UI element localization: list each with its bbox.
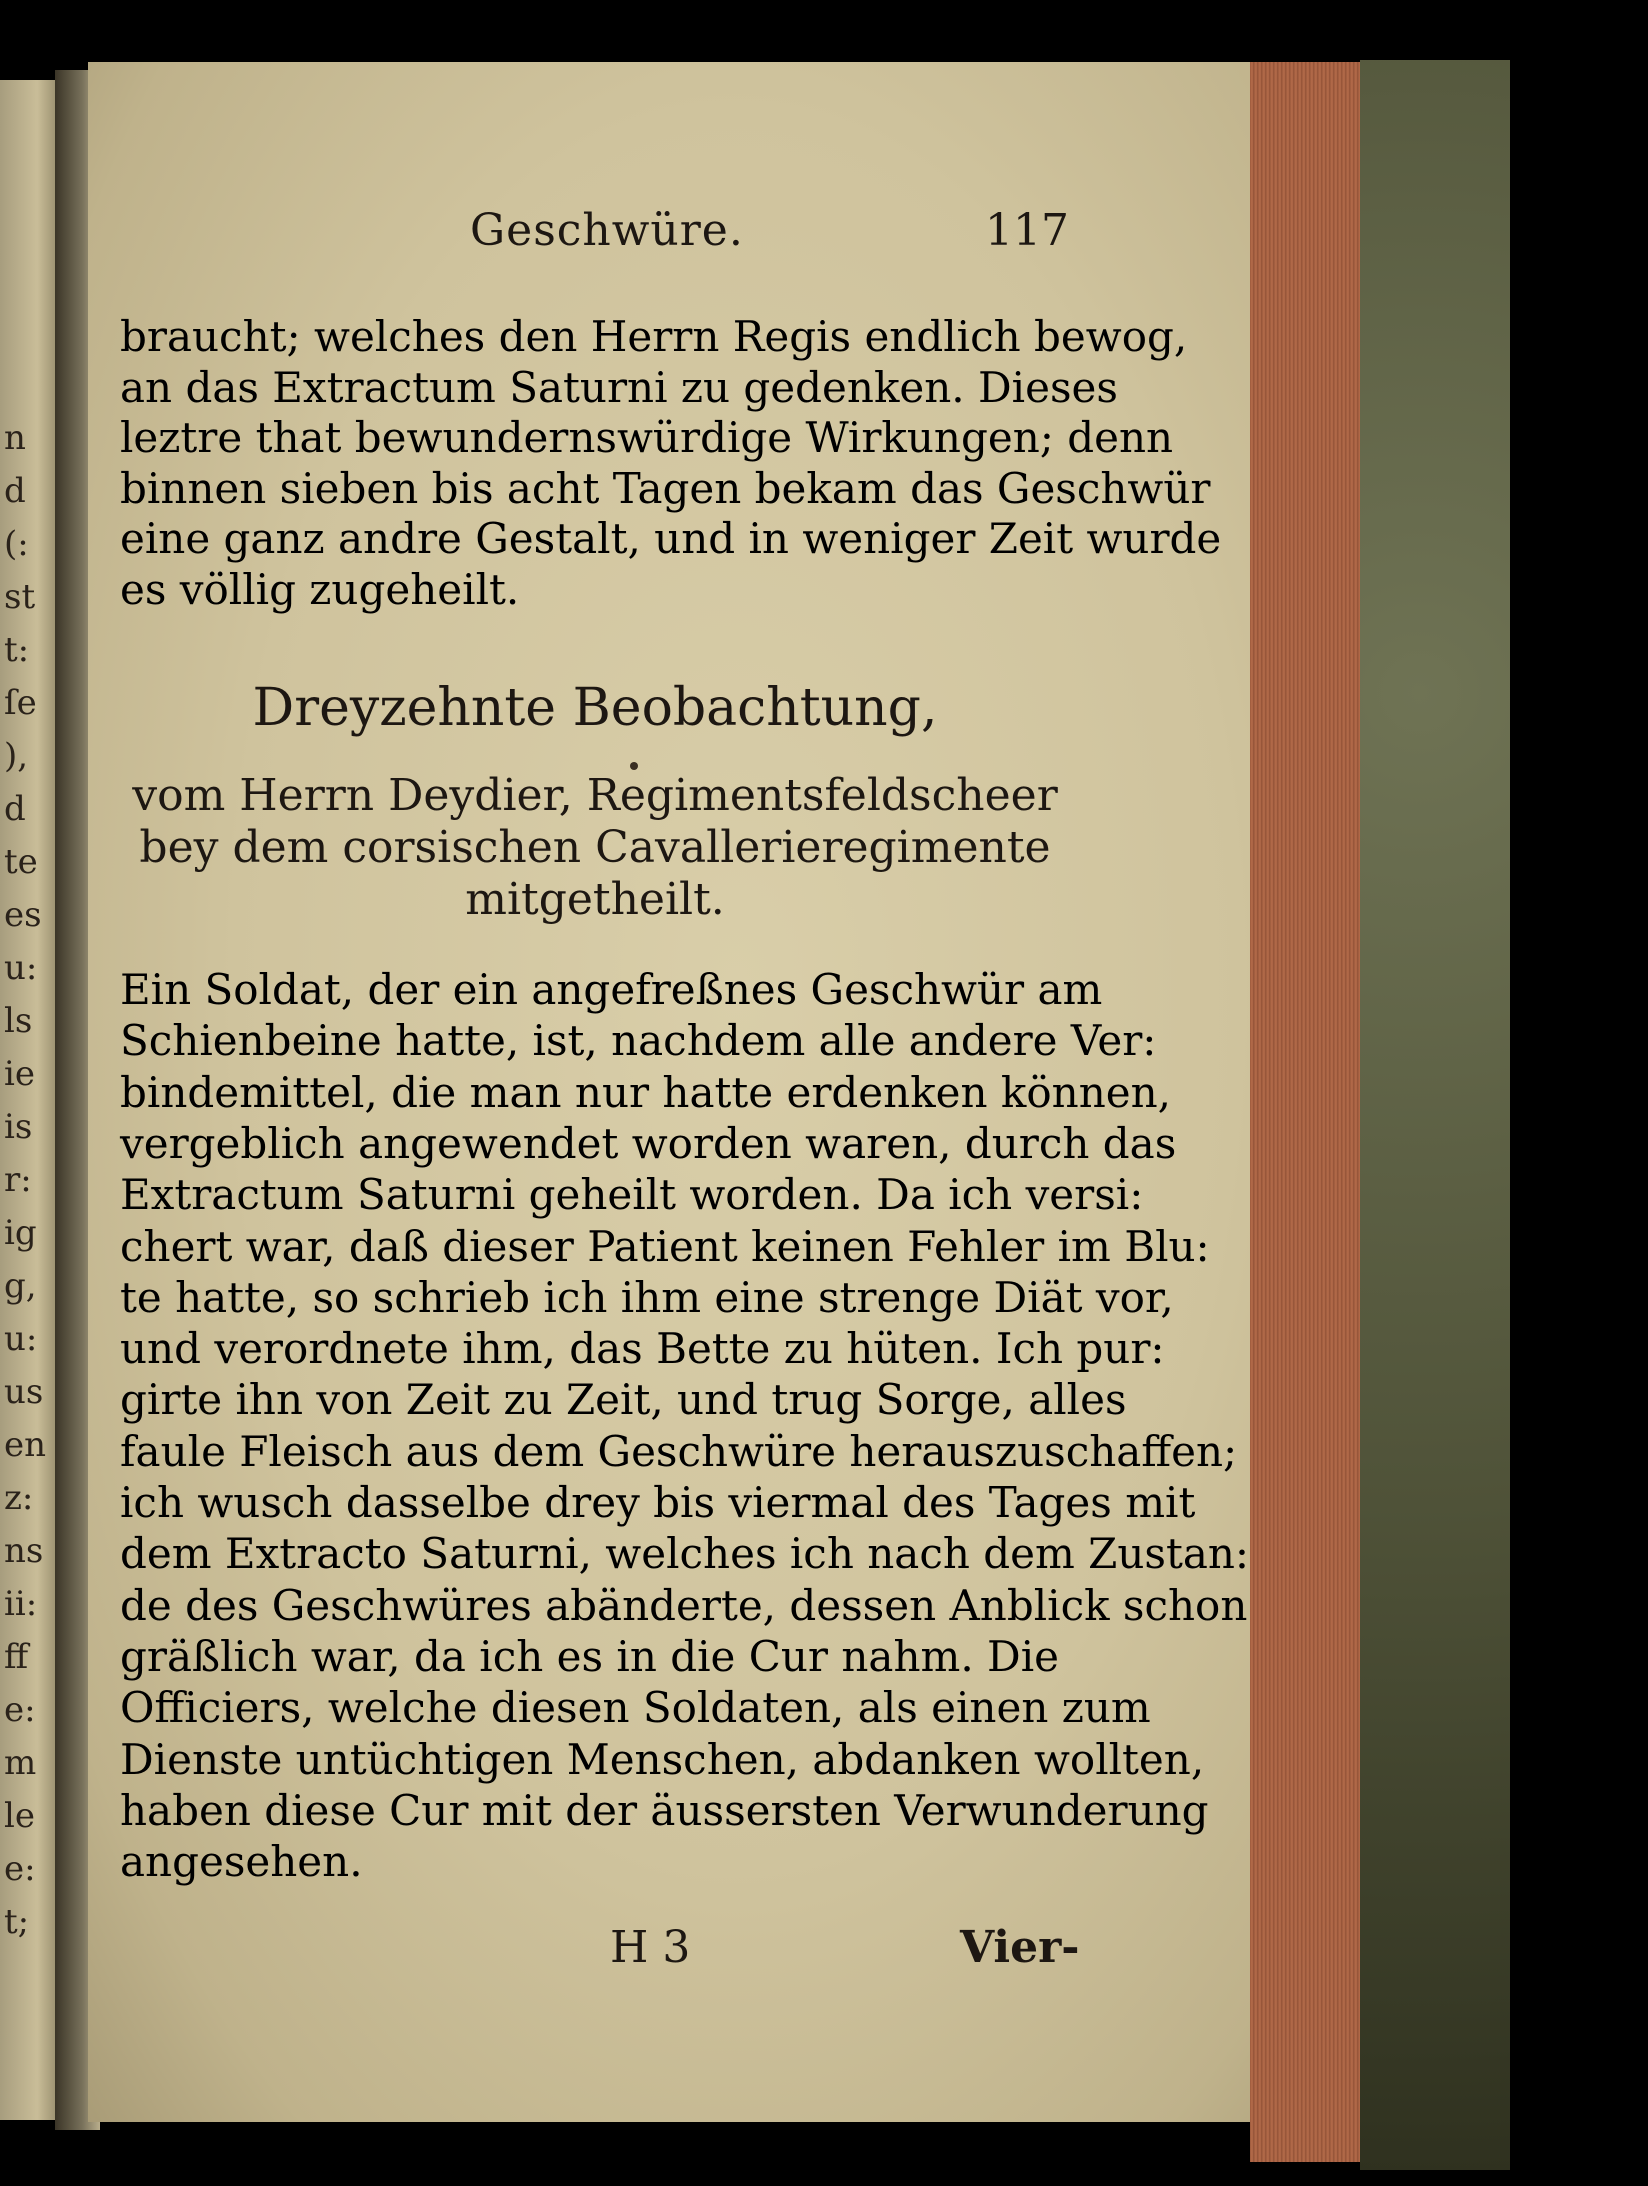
- text-line: Officiers, welche diesen Soldaten, als einen zum: [120, 1683, 1151, 1733]
- text-line: Ein Soldat, der ein angefreßnes Geschwür am: [120, 965, 1103, 1014]
- left-page-fragment: n: [4, 418, 26, 458]
- text-line: girte ihn von Zeit zu Zeit, und trug Sorge, alles: [120, 1375, 1127, 1425]
- left-page-fragment: en: [4, 1425, 47, 1465]
- left-page-fragment: d: [4, 789, 26, 829]
- text-line: Extractum Saturni geheilt worden. Da ich versi:: [120, 1170, 1144, 1220]
- text-line: Dienste untüchtigen Menschen, abdanken wollten,: [120, 1734, 1205, 1784]
- text-line: an das Extractum Saturni zu gedenken. Dieses: [120, 362, 1118, 412]
- text-line: ich wusch dasselbe drey bis viermal des Tages mit: [120, 1478, 1196, 1527]
- left-page-fragment: us: [4, 1372, 44, 1412]
- text-line: de des Geschwüres abänderte, dessen Anblick schon: [120, 1580, 1248, 1630]
- text-line: gräßlich war, da ich es in die Cur nahm. Die: [120, 1631, 1059, 1681]
- text-line: leztre that bewundernswürdige Wirkungen; denn: [120, 413, 1174, 462]
- running-head: Geschwüre.: [470, 205, 744, 256]
- left-page-fragment: ns: [4, 1531, 44, 1571]
- left-page-fragment: ii:: [4, 1584, 38, 1624]
- left-page-fragment: t;: [4, 1902, 30, 1942]
- section-title: Dreyzehnte Beobachtung,: [252, 678, 938, 738]
- left-page-fragment: r:: [4, 1160, 32, 1200]
- left-page-fragment: st: [4, 577, 36, 617]
- left-page-fragment: u:: [4, 1319, 38, 1359]
- text-line: angesehen.: [120, 1837, 363, 1887]
- left-page-fragment: g,: [4, 1266, 37, 1306]
- subtitle-line: vom Herrn Deydier, Regimentsfeldscheer: [132, 770, 1058, 821]
- text-line: eine ganz andre Gestalt, und in weniger Zeit wurde: [120, 514, 1222, 563]
- text-line: faule Fleisch aus dem Geschwüre herauszuschaffen;: [120, 1426, 1238, 1476]
- page-fore-edge: [1250, 62, 1370, 2162]
- left-page-fragment: ),: [4, 736, 29, 776]
- text-line: dem Extracto Saturni, welches ich nach dem Zustan:: [120, 1529, 1250, 1579]
- text-line: binnen sieben bis acht Tagen bekam das Geschwür: [120, 463, 1211, 513]
- left-page-fragment: z:: [4, 1478, 34, 1518]
- left-page-fragment: t:: [4, 630, 30, 670]
- left-page-fragment: ff: [4, 1637, 29, 1677]
- left-page-fragment: es: [4, 895, 42, 935]
- subtitle-line: mitgetheilt.: [465, 874, 725, 925]
- text-line: Schienbeine hatte, ist, nachdem alle andere Ver:: [120, 1016, 1157, 1066]
- text-line: te hatte, so schrieb ich ihm eine strenge Diät vor,: [120, 1272, 1174, 1322]
- left-page-edge: [0, 80, 62, 2120]
- left-page-fragment: ig: [4, 1213, 37, 1253]
- text-line: braucht; welches den Herrn Regis endlich bewog,: [120, 312, 1188, 361]
- left-page-fragment: ie: [4, 1054, 35, 1094]
- left-page-fragment: is: [4, 1107, 33, 1147]
- signature-mark: H 3: [610, 1922, 691, 1973]
- text-line: und verordnete ihm, das Bette zu hüten. Ich pur:: [120, 1324, 1165, 1374]
- text-line: vergeblich angewendet worden waren, durch das: [120, 1118, 1177, 1168]
- left-page-fragment: le: [4, 1796, 35, 1836]
- left-page-fragment: e:: [4, 1849, 36, 1889]
- text-line: chert war, daß dieser Patient keinen Fehler im Blu:: [120, 1221, 1210, 1271]
- left-page-fragment: (:: [4, 524, 29, 564]
- page-number: 117: [985, 205, 1069, 256]
- text-line: bindemittel, die man nur hatte erdenken können,: [120, 1067, 1172, 1117]
- ornament-dot: [630, 762, 638, 770]
- book-cover: [1360, 60, 1510, 2170]
- subtitle-line: bey dem corsischen Cavallerieregimente: [139, 822, 1051, 873]
- text-line: haben diese Cur mit der äussersten Verwunderung: [120, 1785, 1209, 1835]
- text-line: es völlig zugeheilt.: [120, 564, 520, 614]
- catchword: Vier-: [960, 1922, 1080, 1973]
- left-page-fragment: m: [4, 1743, 37, 1783]
- left-page-fragment: e:: [4, 1690, 36, 1730]
- left-page-fragment: u:: [4, 948, 38, 988]
- left-page-fragment: ls: [4, 1001, 33, 1041]
- left-page-fragment: ſe: [4, 683, 37, 723]
- left-page-fragment: te: [4, 842, 38, 882]
- left-page-fragment: d: [4, 471, 26, 511]
